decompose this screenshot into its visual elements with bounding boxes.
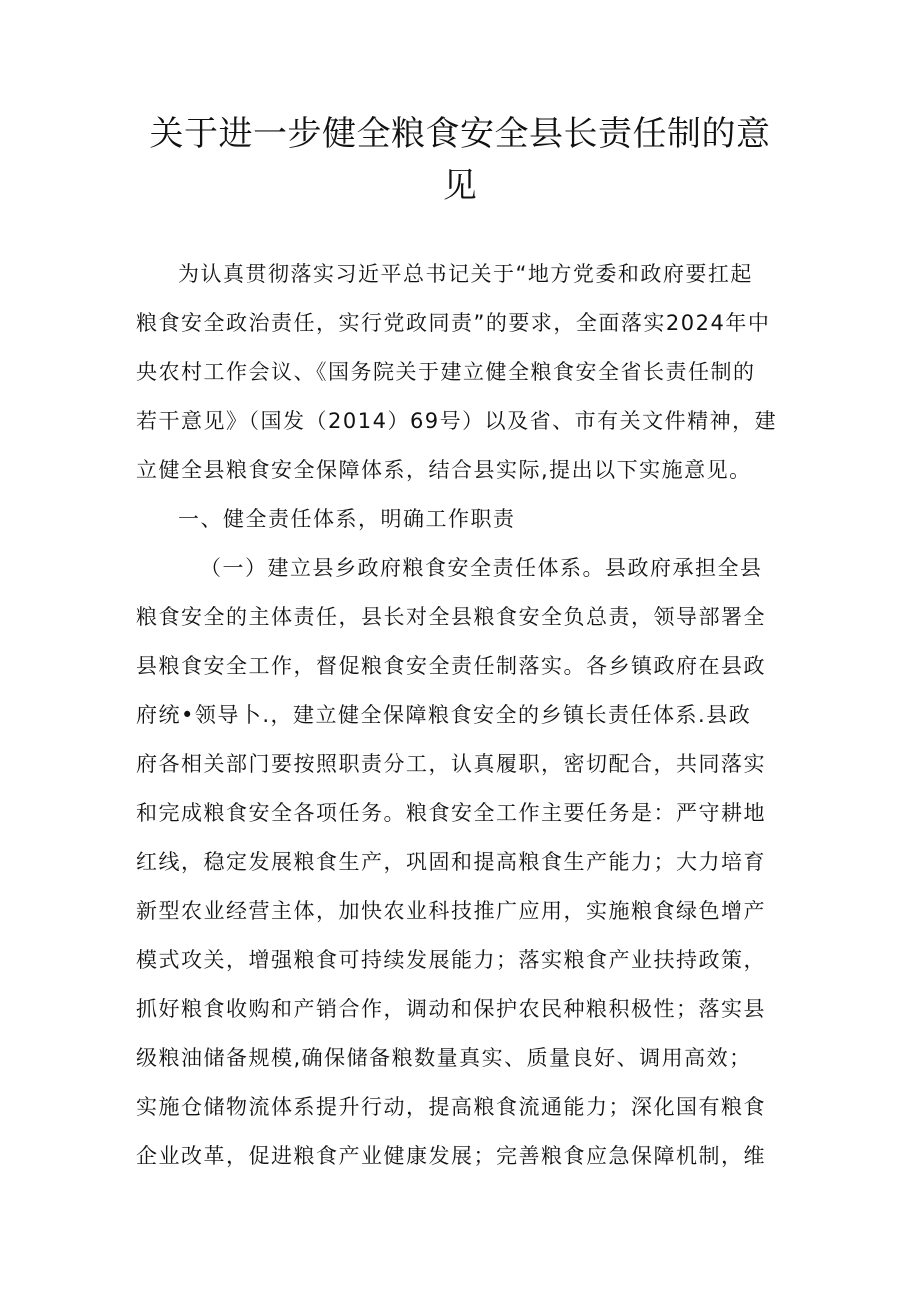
document-body xyxy=(136,250,786,1181)
paragraph-line: 粮食安全的主体责任，县长对全县粮食安全负总责，领导部署全 xyxy=(136,605,766,629)
paragraph-line: 和完成粮食安全各项任务。粮食安全工作主要任务是：严守耕地 xyxy=(136,801,766,825)
paragraph-line: 立健全县粮食安全保障体系，结合县实际,提出以下实施意见。 xyxy=(136,458,752,482)
paragraph-line: 模式攻关，增强粮食可持续发展能力；落实粮食产业扶持政策， xyxy=(136,948,766,972)
paragraph-line: 级粮油储备规模,确保储备粮数量真实、质量良好、调用高效； xyxy=(136,1046,752,1070)
section-heading: 一、健全责任体系，明确工作职责 xyxy=(178,507,516,531)
document-title xyxy=(135,108,785,212)
paragraph-line: 府各相关部门要按照职责分工，认真履职，密切配合，共同落实 xyxy=(136,752,766,776)
paragraph-line: 红线，稳定发展粮食生产，巩固和提高粮食生产能力；大力培育 xyxy=(136,850,766,874)
paragraph-line: 若干意见》（国发（2014）69号）以及省、市有关文件精神，建 xyxy=(136,409,778,433)
paragraph-line: 为认真贯彻落实习近平总书记关于“地方党委和政府要扛起 xyxy=(178,262,753,286)
paragraph-line: 央农村工作会议、《国务院关于建立健全粮食安全省长责任制的 xyxy=(136,360,756,384)
title-line: 关于进一步健全粮食安全县长责任制的意 xyxy=(149,114,771,154)
paragraph-line: 实施仓储物流体系提升行动，提高粮食流通能力；深化国有粮食 xyxy=(136,1095,766,1119)
paragraph-line: 府统•领导卜.，建立健全保障粮食安全的乡镇长责任体系.县政 xyxy=(136,703,752,727)
paragraph-line: 新型农业经营主体，加快农业科技推广应用，实施粮食绿色增产 xyxy=(136,899,766,923)
paragraph-line: 抓好粮食收购和产销合作，调动和保护农民种粮积极性；落实县 xyxy=(136,997,766,1021)
subsection-heading-line: （一）建立县乡政府粮食安全责任体系。县政府承担全县 xyxy=(200,556,763,580)
paragraph-line: 粮食安全政治责任，实行党政同责”的要求，全面落实2024年中 xyxy=(136,311,771,335)
paragraph-line: 县粮食安全工作，督促粮食安全责任制落实。各乡镇政府在县政 xyxy=(136,654,766,678)
title-line: 见 xyxy=(442,166,478,206)
paragraph-line: 企业改革，促进粮食产业健康发展；完善粮食应急保障机制，维 xyxy=(136,1144,766,1168)
